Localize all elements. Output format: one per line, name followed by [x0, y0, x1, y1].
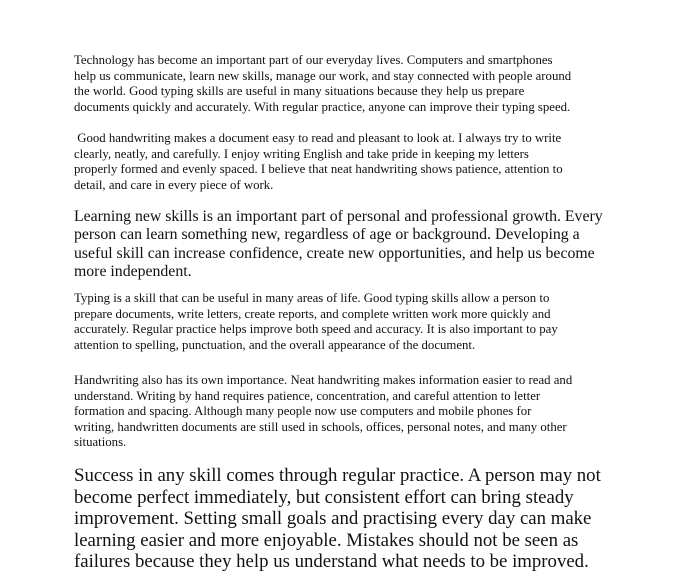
text-line: formation and spacing. Although many people now use computers and mobile phones for	[74, 404, 532, 418]
text-line: more independent.	[74, 262, 192, 280]
text-line: person can learn something new, regardless of age or background. Developing a	[74, 226, 580, 244]
paragraph-good-handwriting	[74, 131, 614, 193]
text-line: documents quickly and accurately. With regular practice, anyone can improve their typing speed.	[74, 99, 571, 114]
paragraph-learning-skills	[74, 208, 614, 281]
text-line: properly formed and evenly spaced. I believe that neat handwriting shows patience, attention to	[74, 162, 563, 176]
text-line: accurately. Regular practice helps improve both speed and accuracy. It is also important to pay	[74, 322, 558, 336]
text-line: Success in any skill comes through regular practice. A person may not	[74, 465, 601, 486]
text-line: learning easier and more enjoyable. Mistakes should not be seen as	[74, 529, 579, 551]
text-line: improvement. Setting small goals and practising every day can make	[74, 508, 592, 530]
text-line: become perfect immediately, but consistent effort can bring steady	[74, 486, 574, 508]
text-line: useful skill can increase confidence, create new opportunities, and help us become	[74, 244, 595, 262]
text-line: help us communicate, learn new skills, manage our work, and stay connected with people around	[74, 68, 572, 83]
text-line: understand. Writing by hand requires patience, concentration, and careful attention to letter	[74, 388, 541, 403]
paragraph-typing-skill	[74, 291, 614, 353]
paragraph-handwriting-importance	[74, 373, 614, 451]
text-line: Technology has become an important part of our everyday lives. Computers and smartphones	[74, 53, 553, 67]
text-line: Handwriting also has its own importance. Neat handwriting makes information easier to read and	[74, 373, 573, 387]
text-line: situations.	[74, 435, 127, 449]
text-line: attention to spelling, punctuation, and the overall appearance of the document.	[74, 337, 476, 352]
paragraph-technology	[74, 53, 614, 115]
text-line: Typing is a skill that can be useful in many areas of life. Good typing skills allow a person to	[74, 291, 550, 305]
text-line: Good handwriting makes a document easy to read and pleasant to look at. I always try to write	[74, 131, 562, 145]
text-line: prepare documents, write letters, create reports, and complete written work more quickly and	[74, 306, 551, 321]
text-line: clearly, neatly, and carefully. I enjoy writing English and take pride in keeping my letters	[74, 146, 529, 161]
text-line: the world. Good typing skills are useful in many situations because they help us prepare	[74, 84, 525, 98]
text-line: failures because they help us understand what needs to be improved.	[74, 551, 589, 573]
text-line: writing, handwritten documents are still used in schools, offices, personal notes, and many other	[74, 419, 567, 434]
text-line: detail, and care in every piece of work.	[74, 177, 274, 192]
text-line: Learning new skills is an important part of personal and professional growth. Every	[74, 208, 603, 225]
paragraph-success-practice	[74, 465, 664, 573]
